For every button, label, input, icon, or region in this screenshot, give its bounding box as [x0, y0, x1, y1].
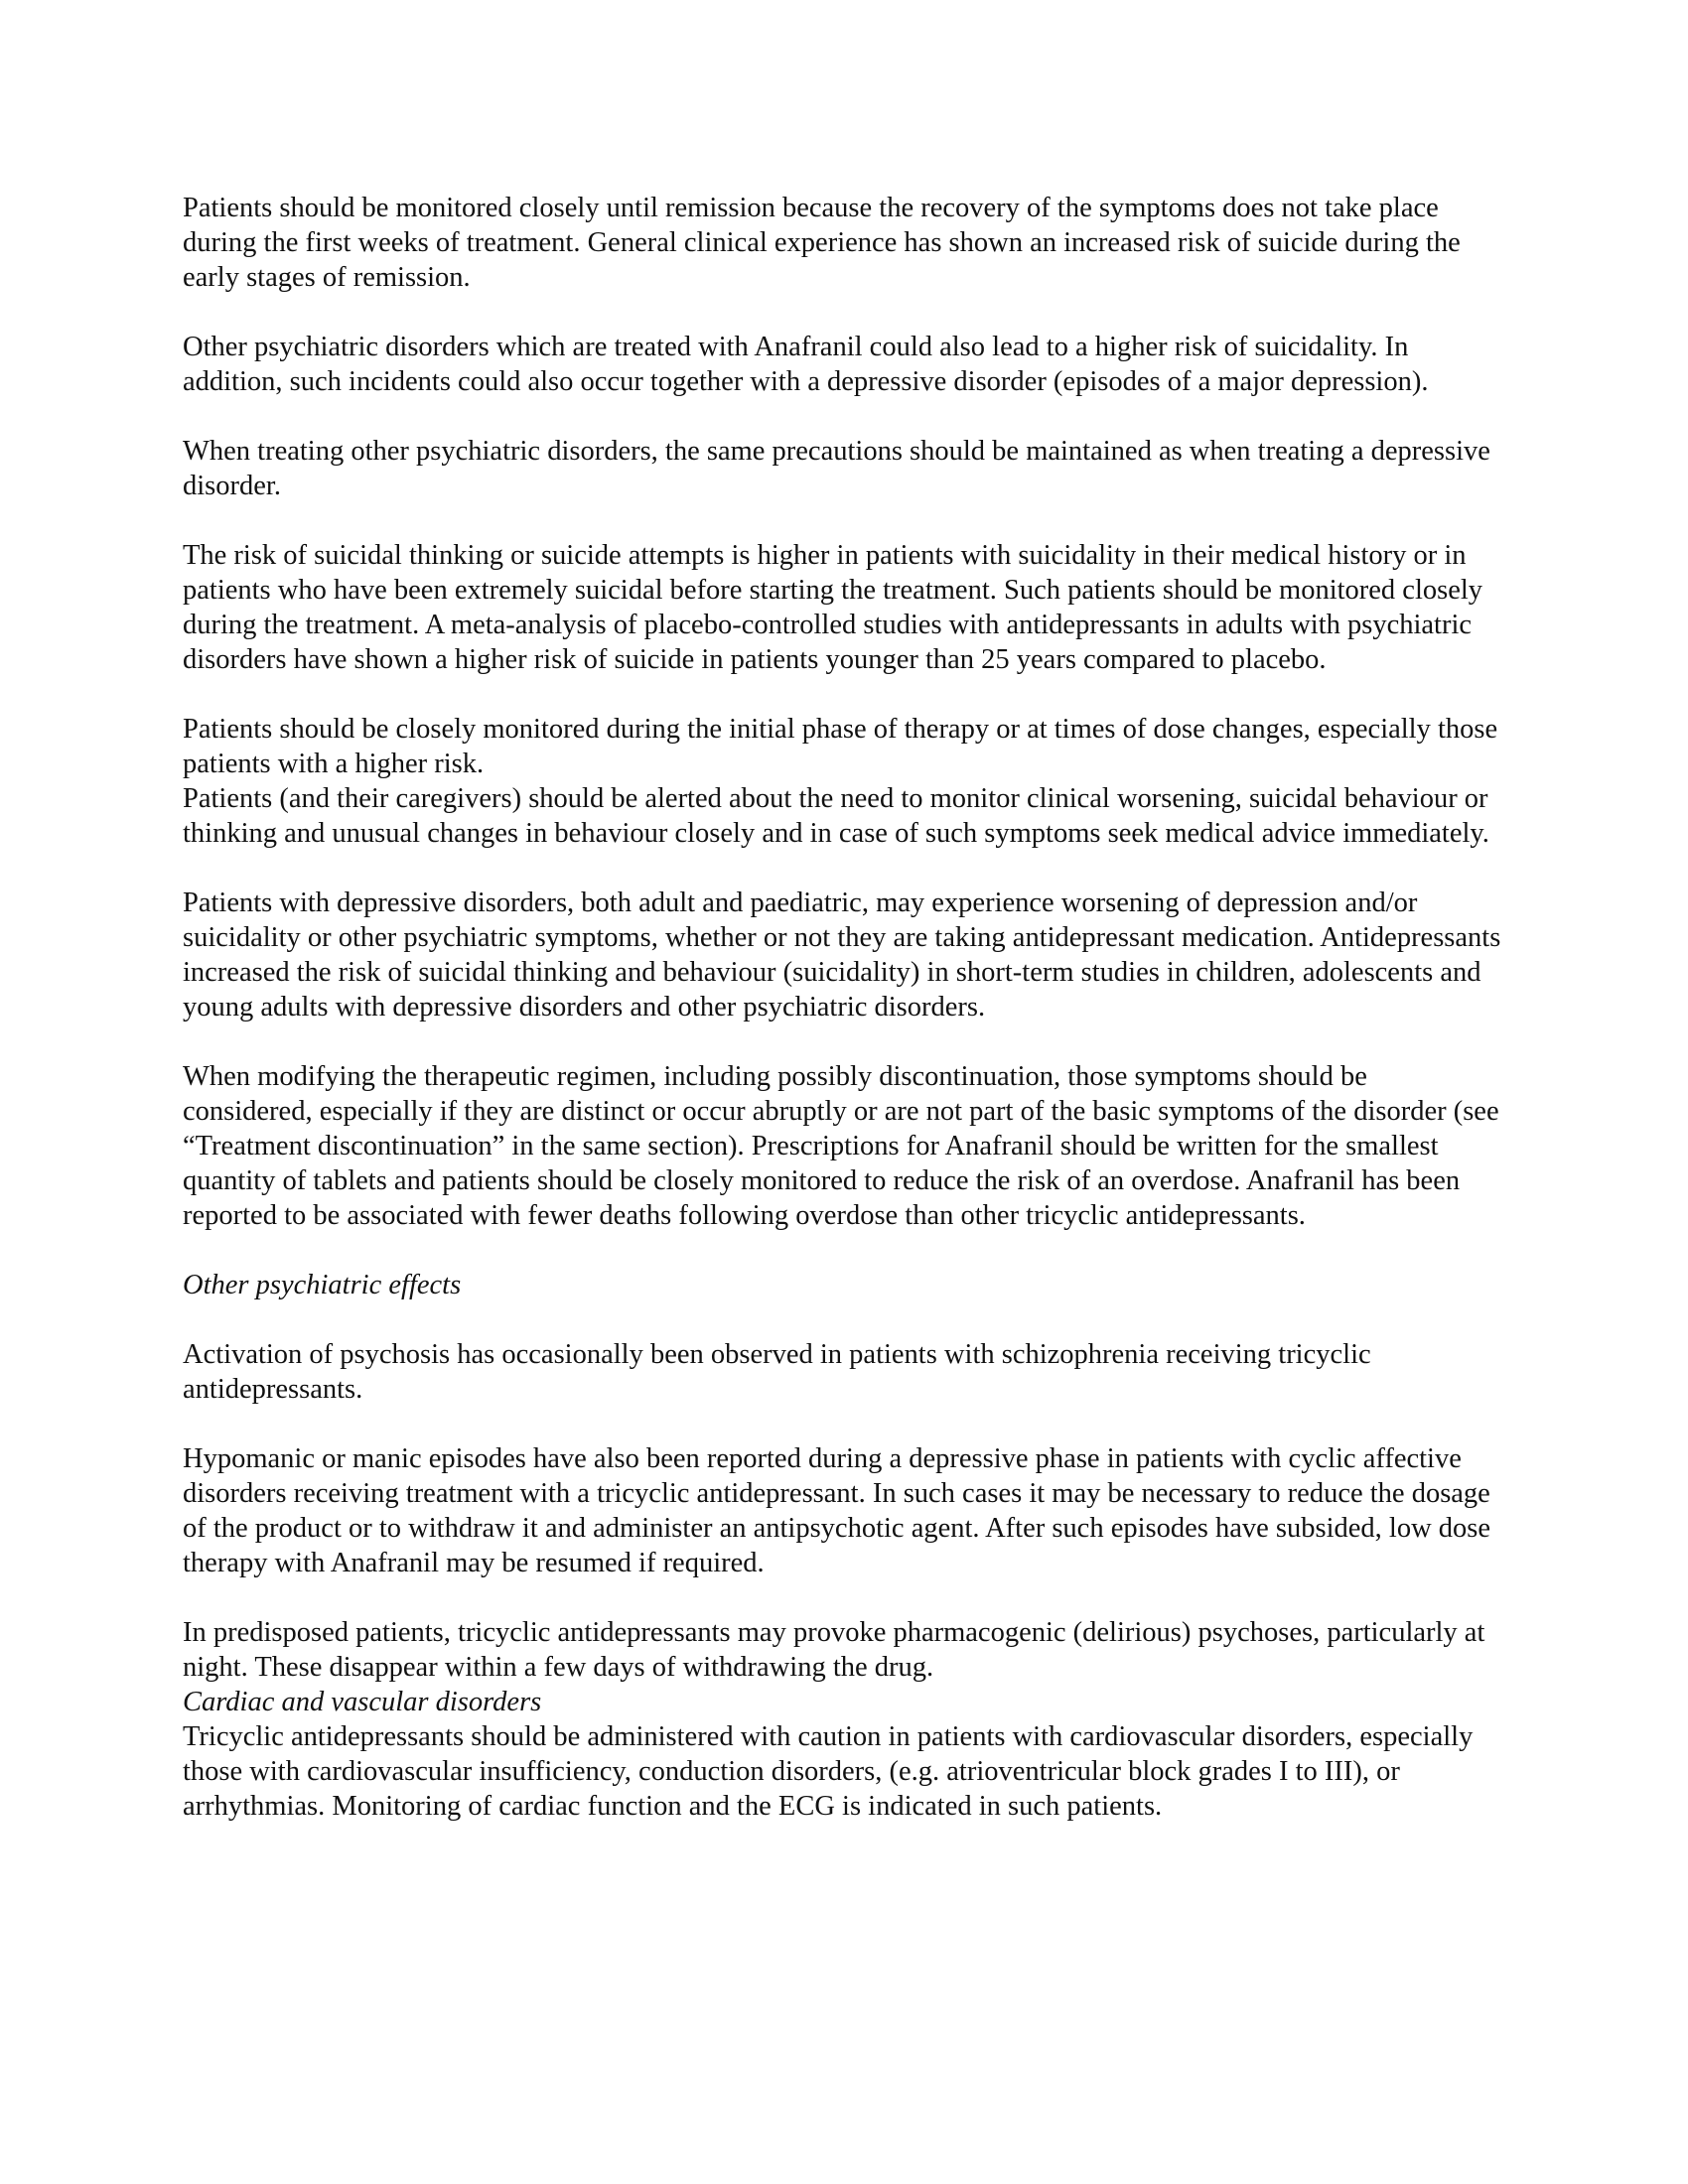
paragraph-caregiver-alert: Patients (and their caregivers) should be alerted about the need to monitor clinical worsening, suicidal behaviour or thinking and unusual changes in behaviour closely and in case of such symptoms seek medical advice immediately. [183, 783, 1489, 849]
paragraph-psychosis-activation: Activation of psychosis has occasionally been observed in patients with schizophrenia receiving tricyclic antidepressants. [183, 1339, 1371, 1405]
paragraph-initial-phase-monitoring: Patients should be closely monitored during the initial phase of therapy or at times of dose changes, especially those patients with a higher risk. [183, 714, 1498, 779]
paragraph-pharmacogenic-psychoses: In predisposed patients, tricyclic antidepressants may provoke pharmacogenic (delirious) psychoses, particularly at night. These disappear within a few days of withdrawing the drug. [183, 1617, 1485, 1683]
paragraph-regimen-modification: When modifying the therapeutic regimen, including possibly discontinuation, those symptoms should be considered, especially if they are distinct or occur abruptly or are not part of the basic symptoms of the disorder (see “Treatment discontinuation” in the same section). Prescriptions for Anafranil should be written for the smallest quantity of tablets and patients should be closely monitored to reduce the risk of an overdose. Anafranil has been reported to be associated with fewer deaths following overdose than other tricyclic antidepressants. [183, 1061, 1499, 1231]
paragraph-hypomanic-episodes: Hypomanic or manic episodes have also been reported during a depressive phase in patients with cyclic affective disorders receiving treatment with a tricyclic antidepressant. In such cases it may be necessary to reduce the dosage of the product or to withdraw it and administer an antipsychotic agent. After such episodes have subsided, low dose therapy with Anafranil may be resumed if required. [183, 1443, 1491, 1578]
paragraph-suicidal-history-risk: The risk of suicidal thinking or suicide attempts is higher in patients with suicidality in their medical history or in patients who have been extremely suicidal before starting the treatment. Such patients should be monitored closely during the treatment. A meta-analysis of placebo-controlled studies with antidepressants in adults with psychiatric disorders have shown a higher risk of suicide in patients younger than 25 years compared to placebo. [183, 540, 1483, 675]
paragraph-other-psychiatric-disorders-risk: Other psychiatric disorders which are treated with Anafranil could also lead to a higher risk of suicidality. In addition, such incidents could also occur together with a depressive disorder (episodes of a major depression). [183, 332, 1429, 397]
paragraph-same-precautions: When treating other psychiatric disorders, the same precautions should be maintained as when treating a depressive disorder. [183, 436, 1490, 501]
heading-cardiac-and-vascular-disorders: Cardiac and vascular disorders [183, 1687, 542, 1717]
heading-other-psychiatric-effects: Other psychiatric effects [183, 1270, 462, 1300]
paragraph-remission-monitoring: Patients should be monitored closely until remission because the recovery of the symptoms does not take place during the first weeks of treatment. General clinical experience has shown an increased risk of suicide during the early stages of remission. [183, 193, 1461, 293]
paragraph-depressive-disorders-worsening: Patients with depressive disorders, both adult and paediatric, may experience worsening of depression and/or suicidality or other psychiatric symptoms, whether or not they are taking antidepressant medication. Antidepressants increased the risk of suicidal thinking and behaviour (suicidality) in short-term studies in children, adolescents and young adults with depressive disorders and other psychiatric disorders. [183, 887, 1501, 1023]
paragraph-cardiovascular-caution: Tricyclic antidepressants should be administered with caution in patients with cardiovascular disorders, especially those with cardiovascular insufficiency, conduction disorders, (e.g. atrioventricular block grades I to III), or arrhythmias. Monitoring of cardiac function and the ECG is indicated in such patients. [183, 1721, 1474, 1822]
document-page [183, 191, 1503, 1824]
